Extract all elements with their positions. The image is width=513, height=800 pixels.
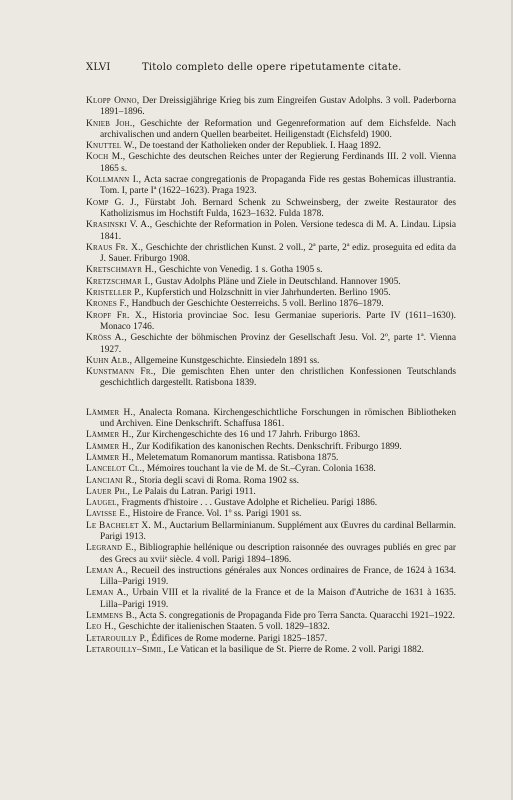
entry-citation: Handbuch der Geschichte Oesterreichs. 5 voll. Berlino 1876–1879. [129,299,384,310]
bibliography-entry [86,634,456,645]
bibliography-entry [86,243,456,266]
bibliography-entry [86,498,456,509]
bibliography-entry [86,175,456,198]
entry-author: Kretschmayr H., [86,265,157,276]
bibliography-entry [86,356,456,367]
entry-citation: Geschichte der Reformation in Polen. Versione tedesca di M. A. Lindau. Lipsia 1841. [100,220,456,242]
entry-author: Kollmann I., [86,175,142,186]
entry-author: Lavisse E., [86,509,131,520]
entry-citation: Mémoires touchant la vie de M. de St.–Cyran. Colonia 1638. [144,464,376,475]
entry-citation: Zur Kirchengeschichte des 16 und 17 Jahrh. Friburgo 1863. [133,430,361,441]
bibliography-entry [86,543,456,566]
entry-citation: Histoire de France. Vol. 1º ss. Parigi 1901 ss. [130,509,302,520]
entry-citation: Recueil des instructions générales aux Nonces ordinaires de France, de 1624 à 1634. Lilla–Parigi 1919. [100,565,456,588]
entry-citation: Geschichte der böhmischen Provinz der Gesellschaft Jesu. Vol. 2º, parte 1ª. Vienna 1927. [100,333,456,355]
entry-citation: Urbain VIII et la rivalité de la France et de la Maison d'Autriche de 1631 à 1635. Lilla–Parigi 1919. [100,588,456,610]
entry-citation: Zur Kodifikation des kanonischen Rechts. Denkschrift. Friburgo 1899. [133,441,402,452]
entry-author: Kuhn Alb., [86,355,133,366]
entry-author: Knieb Joh., [86,118,136,129]
entry-author: Kristeller P., [86,288,144,299]
bibliography-entry [86,442,456,453]
bibliography-entry [86,521,456,544]
entry-citation: Historia provinciae Soc. Iesu Germaniae superioris. Parte IV (1611–1630). Monaco 1746. [100,310,456,332]
entry-author: Lämmer H., [86,407,136,418]
entry-citation: Geschichte der christlichen Kunst. 2 voll., 2ª parte, 2ª ediz. proseguita ed edita da J. Sauer. Friburgo 1908. [100,242,456,265]
bibliography-entry [86,464,456,475]
entry-citation: Acta S. congregationis de Propaganda Fide pro Terra Sancta. Quaracchi 1921–1922. [137,611,455,622]
bibliography-entry [86,430,456,441]
bibliography-entry [86,198,456,221]
bibliography-entry [86,333,456,356]
entry-citation: Kupferstich und Holzschnitt in vier Jahrhunderten. Berlino 1905. [143,288,391,299]
entry-author: Lanciani R., [86,475,137,486]
entry-author: Laugel, [86,498,120,509]
entry-citation: Bibliographie hellénique ou description raisonnée des ouvrages publiés en grec par des Grecs au xviiᵉ siècle. 4 voll. Parigi 1894–1896. [100,543,456,565]
entry-citation: Gustav Adolphs Pläne und Ziele in Deutschland. Hannover 1905. [153,276,401,287]
bibliography-entry [86,119,456,142]
bibliography-entry [86,408,456,431]
bibliography-entry [86,476,456,487]
entry-citation: Acta sacrae congregationis de Propaganda Fide res gestas Bohemicas illustrantia. Tom. I, parte Iª (1622–1623). Praga 1923. [100,175,456,197]
entry-citation: Meletematum Romanorum mantissa. Ratisbona 1875. [133,452,339,463]
entry-author: Leman A., [86,565,129,576]
entry-citation: Le Vatican et la basilique de St. Pierre de Rome. 2 voll. Parigi 1882. [165,644,424,655]
bibliography-entry [86,453,456,464]
bibliography-entry [86,487,456,498]
entry-author: Lancelot Cl., [86,464,145,475]
bibliography-entry [86,509,456,520]
entry-citation: Allgemeine Kunstgeschichte. Einsiedeln 1891 ss. [132,355,320,366]
bibliography-entry [86,277,456,288]
entry-author: Letarouilly P., [86,633,149,644]
entry-author: Legrand E., [86,543,137,554]
entry-citation: Geschichte von Venedig. 1 s. Gotha 1905 s. [156,265,323,276]
entry-author: Kraus Fr. X., [86,242,144,253]
entry-author: Letarouilly–Simil, [86,644,166,655]
entry-citation: Der Dreissigjährige Krieg bis zum Eingreifen Gustav Adolphs. 3 voll. Paderborna 1891–1896. [100,96,456,118]
entry-author: Lauer Ph., [86,486,131,497]
entry-author: Lemmens B., [86,611,138,622]
entry-author: Kunstmann Fr., [86,367,156,378]
section-gap [86,390,456,408]
running-title: Titolo completo delle opere ripetutamente citate. [142,62,402,73]
bibliography-entry [86,220,456,243]
entry-author: Komp G. J., [86,197,140,208]
entry-citation: Geschichte der Reformation und Gegenreformation auf dem Eichsfelde. Nach archivalischen und andern Quellen bearbeitet. Heiligenstadt (Eichsfeld) 1900. [100,118,456,140]
entry-citation: Auctarium Bellarminianum. Supplément aux Œuvres du cardinal Bellarmin. Parigi 1913. [100,520,456,542]
entry-author: Kröss A., [86,333,127,344]
bibliography-entry [86,288,456,299]
entry-author: Knuttel W., [86,141,138,152]
entry-author: Lämmer H., [86,452,134,463]
entry-citation: Fürstabt Joh. Bernard Schenk zu Schweinsberg, der zweite Restaurator des Katholizismus im Hochstift Fulda, 1623–1632. Fulda 1878. [100,197,457,219]
bibliography-entry [86,152,456,175]
bibliography-entry [86,311,456,334]
bibliography-entry [86,588,456,611]
bibliography-list [86,96,456,656]
entry-citation: Geschichte des deutschen Reiches unter der Regierung Ferdinands III. 2 voll. Vienna 1865 s. [100,152,456,174]
bibliography-entry [86,299,456,310]
entry-citation: Die gemischten Ehen unter den christlichen Konfessionen Teutschlands geschichtlich dargestellt. Ratisbona 1839. [100,367,456,389]
bibliography-entry [86,611,456,622]
entry-citation: Édifices de Rome moderne. Parigi 1825–1857. [149,633,328,644]
entry-author: Lämmer H., [86,441,134,452]
entry-citation: Storia degli scavi di Roma. Roma 1902 ss. [136,475,299,486]
entry-citation: De toestand der Katholieken onder der Republiek. I. Haag 1892. [137,141,381,152]
entry-author: Lämmer H., [86,430,134,441]
entry-citation: Fragments d'histoire . . . Gustave Adolphe et Richelieu. Parigi 1886. [119,498,378,509]
entry-author: Kropf Fr. X., [86,310,148,321]
bibliography-entry [86,367,456,390]
entry-author: Krones F., [86,299,130,310]
bibliography-entry [86,265,456,276]
entry-citation: Le Palais du Latran. Parigi 1911. [130,486,256,497]
entry-author: Kretzschmar I., [86,276,153,287]
entry-author: Le Bachelet X. M., [86,520,168,531]
entry-author: Leo H., [86,622,117,633]
bibliography-entry [86,96,456,119]
entry-author: Koch M., [86,152,126,163]
bibliography-entry [86,645,456,656]
entry-author: Leman A., [86,588,129,599]
bibliography-entry [86,141,456,152]
entry-author: Klopp Onno, [86,96,140,106]
entry-author: Krasinski V. A., [86,220,153,231]
bibliography-entry [86,622,456,633]
entry-citation: Analecta Romana. Kirchengeschichtliche Forschungen in römischen Bibliotheken und Archiven. Eine Denkschrift. Schaffusa 1861. [100,407,457,430]
bibliography-entry [86,566,456,589]
entry-citation: Geschichte der italienischen Staaten. 5 voll. 1829–1832. [116,622,330,633]
page-number: XLVI [86,62,111,73]
